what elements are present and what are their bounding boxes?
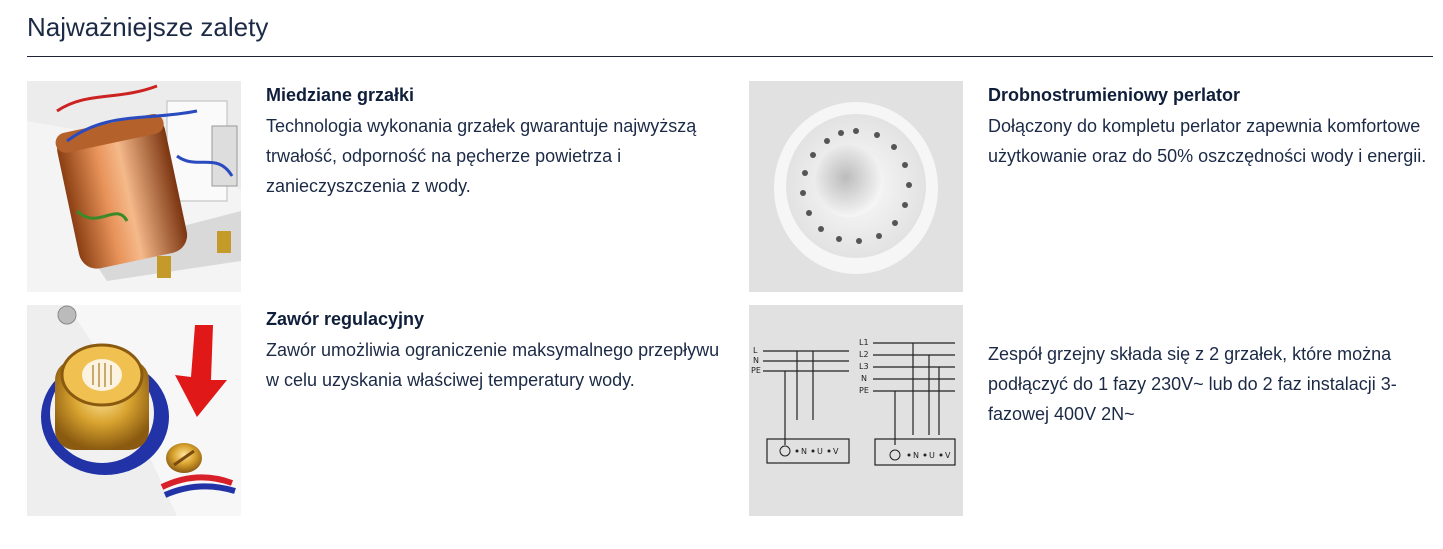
copper-heater-image — [27, 81, 241, 292]
feature-title: Zawór regulacyjny — [266, 309, 425, 329]
svg-text:L2: L2 — [859, 350, 869, 359]
feature-description: Dołączony do kompletu perlator zapewnia komfortowe użytkowanie oraz do 50% oszczędności wody i energii. — [988, 116, 1427, 166]
feature-title: Drobnostrumieniowy perlator — [988, 85, 1241, 105]
svg-text:PE: PE — [859, 386, 869, 395]
wiring-diagram-image — [749, 305, 963, 516]
svg-text:U: U — [817, 447, 823, 456]
feature-description: Zawór umożliwia ograniczenie maksymalnego przepływu w celu uzyskania właściwej temperatury wody. — [266, 340, 720, 390]
svg-text:L: L — [753, 346, 758, 355]
feature-card-wiring — [749, 305, 1443, 517]
svg-text:PE: PE — [751, 366, 761, 375]
section-header — [27, 0, 1433, 57]
aerator-image — [749, 81, 963, 292]
feature-title: Miedziane grzałki — [266, 85, 415, 105]
svg-text:V: V — [833, 447, 839, 456]
svg-text:N: N — [913, 451, 919, 460]
svg-text:N: N — [753, 356, 759, 365]
feature-card-regulating-valve — [27, 305, 727, 517]
diagram-line-labels-right — [859, 338, 869, 395]
feature-description: Zespół grzejny składa się z 2 grzałek, które można podłączyć do 1 fazy 230V~ lub do 2 faz instalacji 3-fazowej 400V 2N~ — [988, 344, 1397, 424]
regulating-valve-image — [27, 305, 241, 516]
svg-text:N: N — [861, 374, 867, 383]
page-title: Najważniejsze zalety — [27, 12, 269, 42]
feature-description: Technologia wykonania grzałek gwarantuje najwyższą trwałość, odporność na pęcherze powietrza i zanieczyszczenia z wody. — [266, 116, 697, 196]
svg-text:L3: L3 — [859, 362, 869, 371]
svg-text:U: U — [929, 451, 935, 460]
feature-card-aerator — [749, 81, 1443, 293]
svg-text:V: V — [945, 451, 951, 460]
feature-card-copper-heaters — [27, 81, 727, 293]
svg-text:L1: L1 — [859, 338, 869, 347]
svg-text:N: N — [801, 447, 807, 456]
